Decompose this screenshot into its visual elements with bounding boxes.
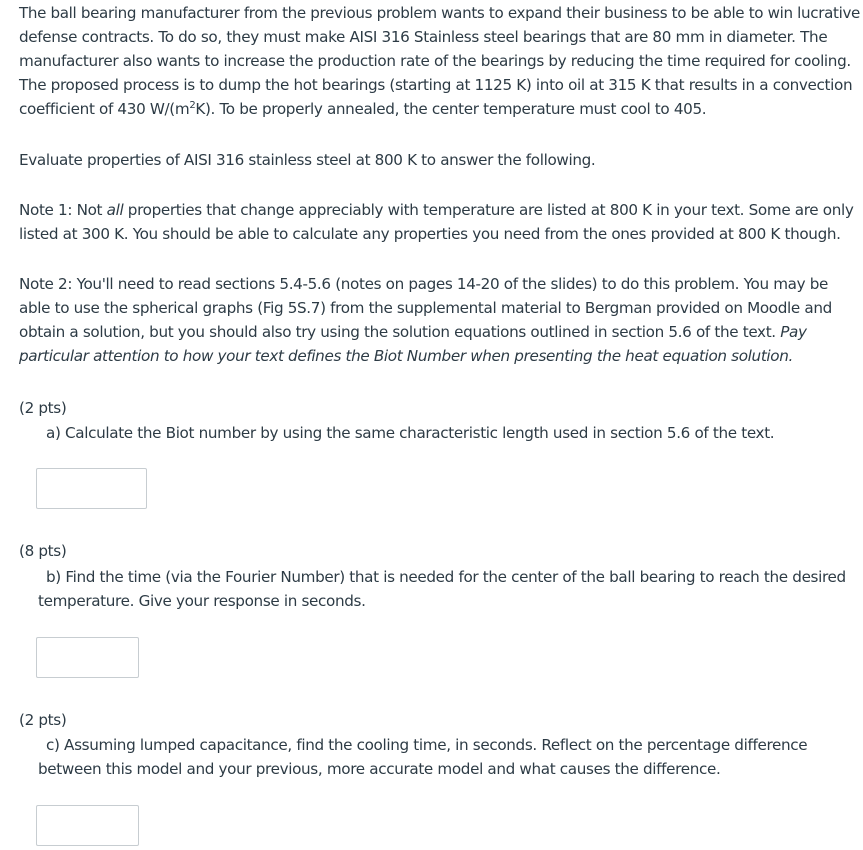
intro-line-5-sup: 2 [189, 100, 196, 111]
question-a-points: (2 pts) [19, 399, 67, 417]
intro-line-5 [19, 97, 706, 121]
note2-line-4 [19, 344, 793, 368]
intro-line-5-b: K). To be properly annealed, the center temperature must cool to 405. [195, 100, 707, 118]
note2-line-4-emphasis: particular attention to how your text defines the Biot Number when presenting the heat equation solution. [19, 347, 793, 365]
question-b-line-1: b) Find the time (via the Fourier Number) that is needed for the center of the ball bearing to reach the desired [46, 568, 846, 586]
answer-a-input[interactable] [36, 468, 147, 509]
intro-line-1: The ball bearing manufacturer from the previous problem wants to expand their business to be able to win lucrative [19, 4, 860, 22]
question-c-line-1: c) Assuming lumped capacitance, find the cooling time, in seconds. Reflect on the percentage difference [46, 736, 808, 754]
evaluate-instruction: Evaluate properties of AISI 316 stainless steel at 800 K to answer the following. [19, 151, 596, 169]
note1-line-2: listed at 300 K. You should be able to calculate any properties you need from the ones provided at 800 K though. [19, 225, 841, 243]
question-a-text: a) Calculate the Biot number by using the same characteristic length used in section 5.6 of the text. [46, 424, 775, 442]
note2-line-3-emphasis: Pay [780, 323, 807, 341]
note2-line-2: able to use the spherical graphs (Fig 5S.7) from the supplemental material to Bergman provided on Moodle and [19, 299, 832, 317]
question-b-points: (8 pts) [19, 542, 67, 560]
intro-line-4: The proposed process is to dump the hot bearings (starting at 1125 K) into oil at 315 K that results in a convection [19, 76, 853, 94]
note1-line-1 [19, 198, 854, 222]
answer-b-input[interactable] [36, 637, 139, 678]
note2-line-3-a: obtain a solution, but you should also try using the solution equations outlined in section 5.6 of the text. [19, 323, 781, 341]
note1-line-1-a: Note 1: Not [19, 201, 107, 219]
intro-line-5-a: coefficient of 430 W/(m [19, 100, 190, 118]
question-c-points: (2 pts) [19, 711, 67, 729]
answer-c-input[interactable] [36, 805, 139, 846]
note2-line-1: Note 2: You'll need to read sections 5.4-5.6 (notes on pages 14-20 of the slides) to do this problem. You may be [19, 275, 828, 293]
note1-emphasis: all [106, 201, 124, 219]
note2-line-3 [19, 320, 807, 344]
intro-line-3: manufacturer also wants to increase the production rate of the bearings by reducing the time required for cooling. [19, 52, 851, 70]
question-b-line-2: temperature. Give your response in seconds. [38, 592, 366, 610]
note1-line-1-b: properties that change appreciably with temperature are listed at 800 K in your text. Some are only [123, 201, 854, 219]
question-c-line-2: between this model and your previous, more accurate model and what causes the difference. [38, 760, 721, 778]
intro-line-2: defense contracts. To do so, they must make AISI 316 Stainless steel bearings that are 80 mm in diameter. The [19, 28, 828, 46]
